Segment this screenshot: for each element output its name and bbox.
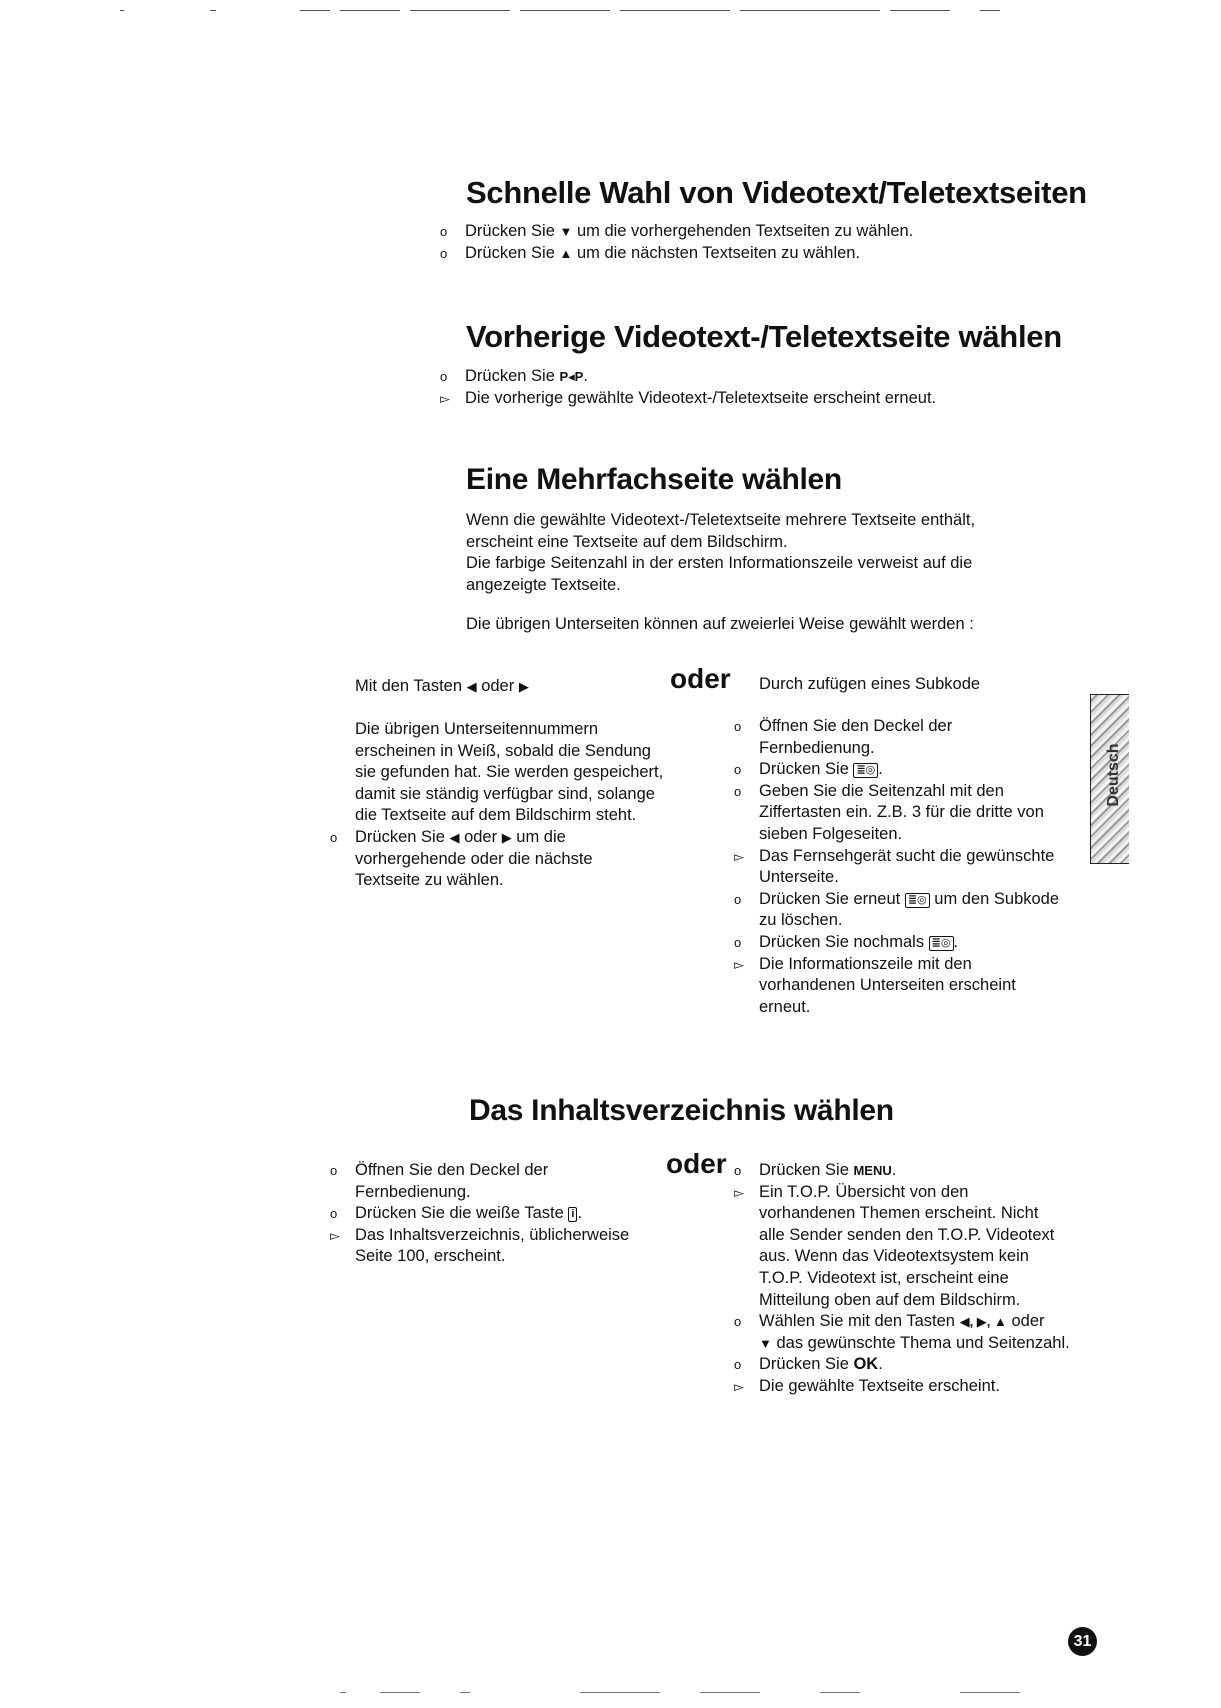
- section3-intro: Wenn die gewählte Videotext-/Teletextseite mehrere Textseite enthält, erscheint eine Textseite auf dem Bildschirm. Die farbige Seitenzahl in der ersten Informationszeile verweist auf die angezeigte Textseite. Die übrigen Unterseiten können auf zweierlei Weise gewählt werden :: [466, 511, 976, 634]
- list-item: o Drücken Sie OK.: [734, 1355, 883, 1374]
- left-method-list: [330, 827, 690, 892]
- list-item: ▻ Das Inhaltsverzeichnis, üblicherweise Seite 100, erscheint.: [330, 1225, 630, 1266]
- left-arrow-icon: ◀: [466, 679, 477, 694]
- right-method-heading: Durch zufügen eines Subkode: [759, 675, 981, 693]
- language-side-tab: Deutsch: [1090, 694, 1129, 864]
- right-arrow-icon: ▶: [501, 830, 512, 845]
- list-item: ▻ Ein T.O.P. Übersicht von den vorhandenen Themen erscheint. Nicht alle Sender senden den T.O.P. Videotext aus. Wenn das Videotextsystem kein T.O.P. Videotext ist, erscheint eine Mitteilung oben auf dem Bildschirm.: [734, 1182, 1055, 1309]
- list-item: ▻ Die vorherige gewählte Videotext-/Teletextseite erscheint erneut.: [440, 388, 937, 407]
- oder-label: oder: [666, 1148, 727, 1179]
- down-arrow-icon: ▼: [759, 1335, 772, 1351]
- section4-right-list: [734, 1160, 1114, 1398]
- section4-title: Das Inhaltsverzeichnis wählen: [469, 1094, 894, 1127]
- subcode-key-icon: ≣◎: [929, 936, 954, 951]
- list-item: o Drücken Sie erneut ≣◎ um den Subkode zu löschen.: [734, 889, 1060, 930]
- list-item: o Drücken Sie ≣◎ .: [734, 760, 883, 779]
- list-item: ▻ Die gewählte Textseite erscheint.: [734, 1376, 1000, 1395]
- left-arrow-icon: ◀: [449, 830, 460, 845]
- section4-left-list: [330, 1160, 690, 1268]
- section2-title: Vorherige Videotext-/Teletextseite wählen: [466, 319, 1062, 354]
- arrow-keys-icon: ◀, ▶, ▲: [959, 1314, 1007, 1330]
- list-item: o Drücken Sie die weiße Taste i .: [330, 1204, 583, 1223]
- subcode-key-icon: ≣◎: [905, 893, 930, 908]
- list-item: ▻ Das Fernsehgerät sucht die gewünschte Unterseite.: [734, 846, 1055, 887]
- page-number: 31: [1068, 1627, 1097, 1656]
- list-item: o Öffnen Sie den Deckel der Fernbedienung.: [330, 1161, 549, 1201]
- section2-list: [440, 366, 1040, 409]
- list-item: o Drücken Sie MENU.: [734, 1161, 897, 1179]
- pp-key-icon: P◂P: [559, 369, 584, 384]
- subcode-key-icon: ≣◎: [853, 763, 878, 778]
- menu-key-label: MENU: [853, 1163, 892, 1178]
- list-item: o Öffnen Sie den Deckel der Fernbedienung.: [734, 717, 953, 757]
- section1-list: [440, 221, 1000, 264]
- list-item: o Wählen Sie mit den Tasten ◀, ▶, ▲ oder ▼ das gewünschte Thema und Seitenzahl.: [734, 1312, 1070, 1352]
- scan-noise-top: [0, 8, 1221, 14]
- list-item: o Drücken Sie ▲ um die nächsten Textseiten zu wählen.: [440, 243, 861, 262]
- scan-noise-bottom: [0, 1690, 1221, 1696]
- list-item: o Drücken Sie ▼ um die vorhergehenden Textseiten zu wählen.: [440, 222, 914, 240]
- right-arrow-icon: ▶: [518, 679, 529, 694]
- up-arrow-icon: ▲: [559, 245, 573, 261]
- section3-title: Eine Mehrfachseite wählen: [466, 463, 842, 496]
- left-method-paragraph: Die übrigen Unterseitennummern erscheinen in Weiß, sobald die Sendung sie gefunden hat. Sie werden gespeichert, damit sie ständig verfügbar sind, solange die Textseite auf dem Bildschirm steht.: [355, 720, 664, 825]
- list-item: ▻ Die Informationszeile mit den vorhandenen Unterseiten erscheint erneut.: [734, 954, 1016, 1016]
- down-arrow-icon: ▼: [559, 224, 573, 239]
- list-item: o Drücken Sie P◂P.: [440, 367, 588, 385]
- list-item: o Drücken Sie nochmals ≣◎ .: [734, 932, 959, 951]
- right-method-list: [734, 716, 1094, 1018]
- ok-key-label: OK: [853, 1355, 879, 1374]
- list-item: o Geben Sie die Seitenzahl mit den Ziffertasten ein. Z.B. 3 für die dritte von sieben Folgeseiten.: [734, 781, 1044, 843]
- section1-title: Schnelle Wahl von Videotext/Teletextseiten: [466, 175, 1087, 210]
- left-method-heading: Mit den Tasten ◀ oder ▶: [355, 677, 529, 695]
- info-key-icon: i: [568, 1207, 577, 1222]
- oder-label: oder: [670, 663, 731, 694]
- list-item: o Drücken Sie ◀ oder ▶ um die vorhergehende oder die nächste Textseite zu wählen.: [330, 828, 593, 890]
